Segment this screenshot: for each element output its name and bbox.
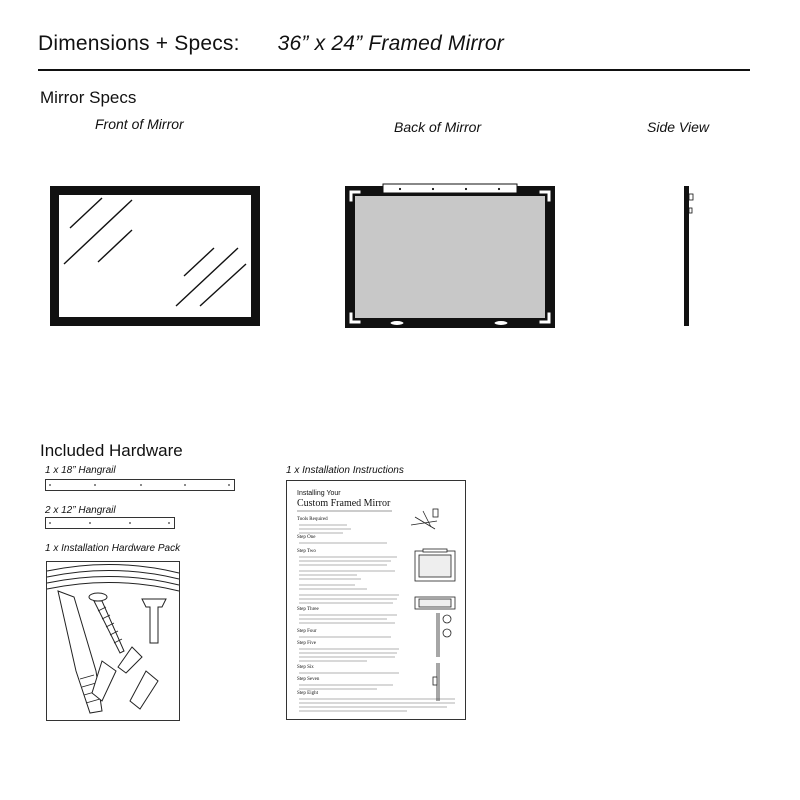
back-panel [355,196,545,318]
hangrail-12-drawing [45,517,175,529]
title-subtitle: 36” x 24” Framed Mirror [277,32,504,55]
doc-illustrations [287,481,467,721]
front-of-mirror-label: Front of Mirror [95,116,184,132]
mirror-specs-heading: Mirror Specs [40,88,137,107]
doc-step: Step Four [297,629,317,634]
top-hangrail [383,184,517,193]
back-of-mirror-label: Back of Mirror [394,119,482,135]
doc-title-line2: Custom Framed Mirror [297,498,391,509]
title-text: Dimensions + Specs: [38,32,240,55]
front-glass [59,195,251,317]
doc-step: Step Seven [297,677,320,682]
doc-tools-heading: Tools Required [297,517,328,522]
doc-step: Step Six [297,665,314,670]
page-title [38,32,504,56]
included-hardware-heading: Included Hardware [40,441,183,460]
header-divider [38,69,750,71]
back-mirror-drawing [345,184,555,328]
doc-step: Step One [297,535,316,540]
doc-step: Step Two [297,549,316,554]
hangrail-18-drawing [45,479,235,491]
doc-step: Step Eight [297,691,318,696]
side-view-drawing [683,186,695,326]
hangrail-18-label: 1 x 18” Hangrail [45,465,116,476]
front-mirror-drawing [50,186,260,326]
side-view-label: Side View [647,119,710,135]
hardware-pack-drawing [46,561,180,721]
doc-title-line1: Installing Your [297,490,341,497]
hangrail-12-label: 2 x 12” Hangrail [45,505,116,516]
instructions-label: 1 x Installation Instructions [286,465,404,476]
instructions-document [286,480,466,720]
doc-step: Step Five [297,641,317,646]
hardware-pack-label: 1 x Installation Hardware Pack [45,543,181,554]
doc-step: Step Three [297,607,319,612]
